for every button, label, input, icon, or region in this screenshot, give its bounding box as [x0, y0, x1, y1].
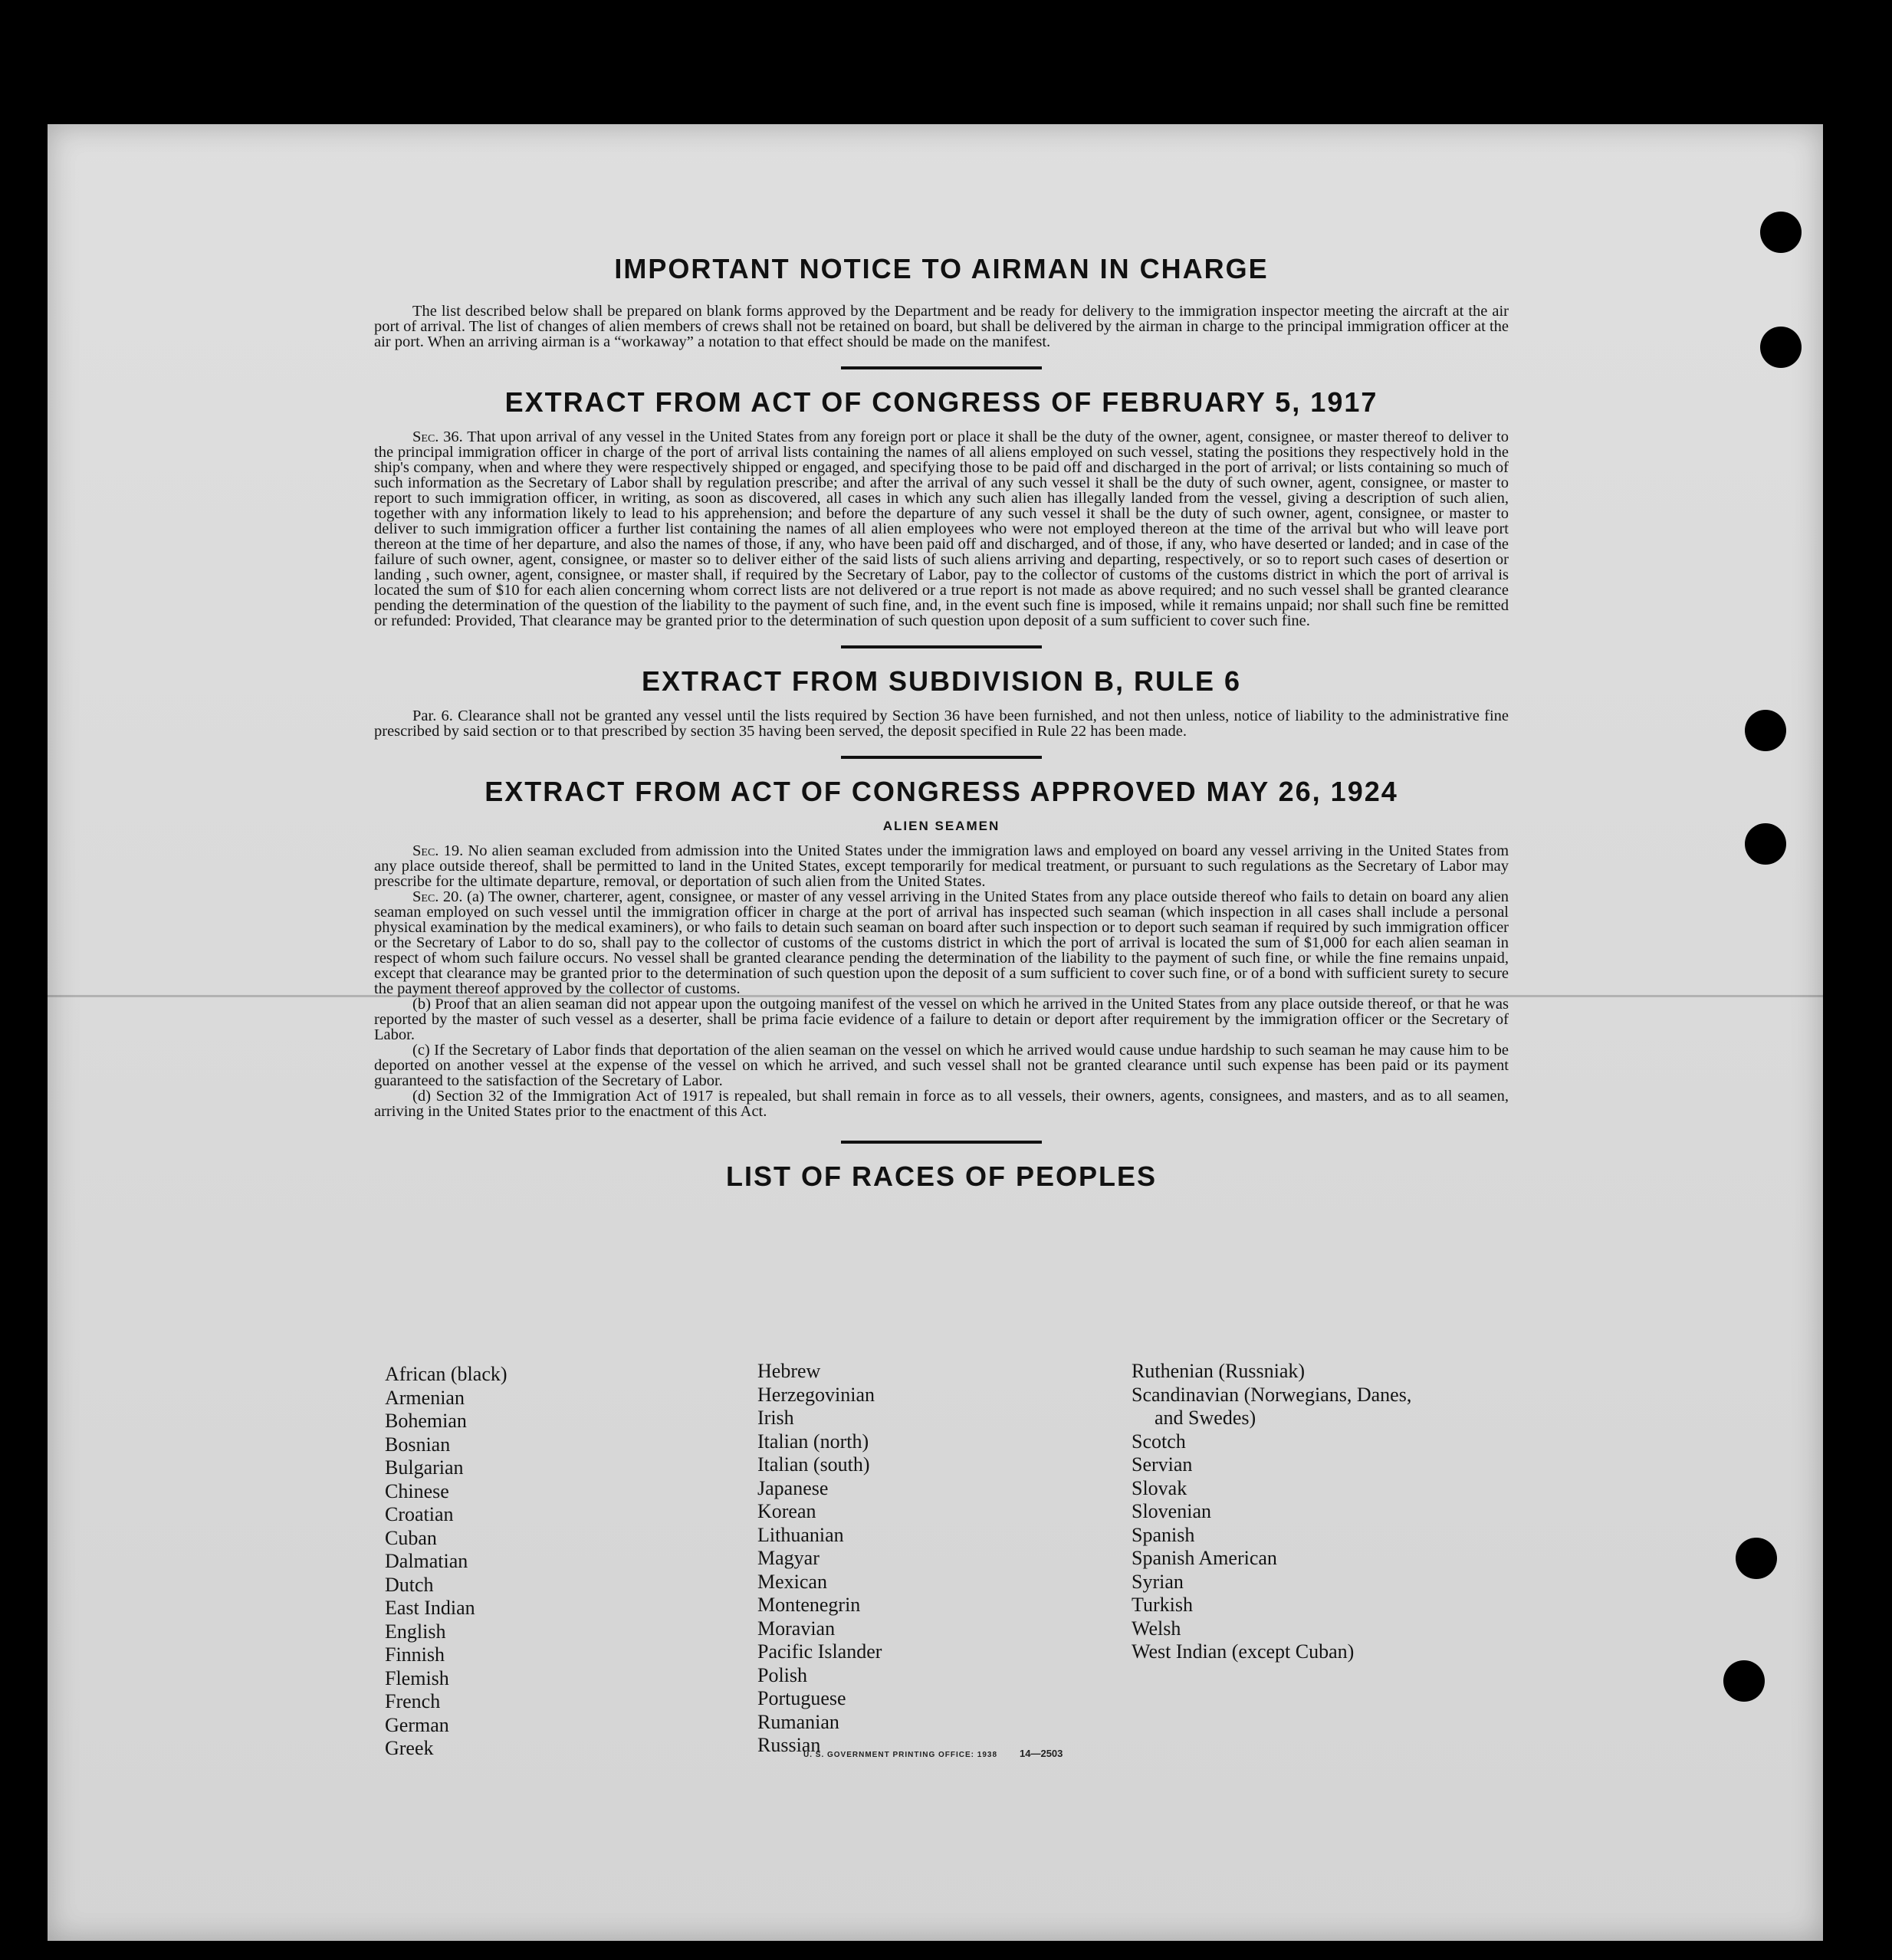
race-item: Spanish — [1132, 1523, 1195, 1546]
rule6-title: EXTRACT FROM SUBDIVISION B, RULE 6 — [641, 665, 1242, 697]
race-item: Slovak — [1132, 1476, 1187, 1499]
act1924-subtitle: ALIEN SEAMEN — [882, 819, 1000, 833]
act1917-title: EXTRACT FROM ACT OF CONGRESS OF FEBRUARY 5, 1917 — [504, 386, 1378, 418]
divider — [841, 645, 1042, 648]
race-item: Bohemian — [385, 1410, 467, 1432]
divider — [841, 1141, 1042, 1144]
race-item: Chinese — [385, 1479, 449, 1502]
race-item: Dutch — [385, 1573, 434, 1596]
races-column-1 — [385, 1363, 507, 1761]
act1924-title: EXTRACT FROM ACT OF CONGRESS APPROVED MAY 26, 1924 — [484, 776, 1398, 807]
race-item: Servian — [1132, 1453, 1193, 1476]
section-text: No alien seaman excluded from admission into the United States under the immigration laws and employed on board any vessel arriving in the United States from any place outside thereof, shall be permitted to land in the United States, except temporarily for medical treatment, or pursuant to such regulations as the Secretary of Labor may prescribe for the ultimate departure, removal, or deportation of such alien from the United States. — [374, 842, 1509, 890]
punch-hole — [1736, 1538, 1777, 1579]
race-item: Russian — [757, 1734, 821, 1756]
races-column-2 — [757, 1360, 882, 1758]
race-item: Rumanian — [757, 1710, 839, 1733]
race-item: Hebrew — [757, 1360, 821, 1382]
rule6-text: Par. 6. Clearance shall not be granted any vessel until the lists required by Section 36 have been furnished, and not then unless, notice of liability to the administrative fine prescribed by said section or to that prescribed by section 35 having been served, the deposit specified in Rule 22 has been made. — [374, 708, 1509, 740]
race-item: Ruthenian (Russniak) — [1132, 1360, 1306, 1382]
race-item: Moravian — [757, 1617, 836, 1640]
race-item: East Indian — [385, 1597, 475, 1619]
section-label: Sec. 20. — [412, 888, 463, 905]
act1917-section-36 — [374, 429, 1509, 629]
race-item: Bosnian — [385, 1433, 451, 1456]
race-item: Dalmatian — [385, 1550, 468, 1572]
race-item: Flemish — [385, 1666, 449, 1689]
race-item: Japanese — [757, 1476, 829, 1499]
race-item: West Indian (except Cuban) — [1132, 1640, 1355, 1663]
form-number: 14—2503 — [1020, 1748, 1063, 1759]
race-item: African (black) — [385, 1363, 507, 1385]
punch-hole — [1745, 823, 1786, 865]
race-item: Irish — [757, 1407, 794, 1429]
race-item: Spanish American — [1132, 1547, 1277, 1569]
race-item: and Swedes) — [1155, 1407, 1256, 1429]
race-item: Polish — [757, 1663, 808, 1686]
race-item: English — [385, 1620, 446, 1643]
race-item: Korean — [757, 1500, 816, 1522]
section-label: Sec. 36. — [412, 428, 463, 445]
race-item: Scandinavian (Norwegians, Danes, — [1132, 1383, 1412, 1406]
notice-title: IMPORTANT NOTICE TO AIRMAN IN CHARGE — [614, 253, 1269, 284]
race-item: Greek — [385, 1737, 434, 1759]
punch-hole — [1723, 1660, 1765, 1702]
divider — [841, 756, 1042, 759]
punch-hole — [1760, 327, 1802, 368]
act1924-section-20a — [374, 889, 1509, 996]
race-item: Welsh — [1132, 1617, 1181, 1640]
race-item: Bulgarian — [385, 1456, 464, 1479]
race-item: Italian (north) — [757, 1430, 869, 1453]
race-item: Turkish — [1132, 1594, 1193, 1616]
printing-office-imprint: U. S. GOVERNMENT PRINTING OFFICE: 1938 — [803, 1751, 998, 1759]
race-item: Finnish — [385, 1643, 445, 1666]
punch-hole — [1760, 212, 1802, 253]
punch-hole — [1745, 710, 1786, 751]
race-item: Lithuanian — [757, 1523, 844, 1546]
race-item: Herzegovinian — [757, 1383, 875, 1406]
divider — [841, 366, 1042, 369]
race-item: Croatian — [385, 1503, 454, 1525]
race-item: Mexican — [757, 1570, 827, 1593]
races-column-3 — [1132, 1360, 1411, 1664]
race-item: Portuguese — [757, 1687, 846, 1709]
race-item: Pacific Islander — [757, 1640, 882, 1663]
section-text: That upon arrival of any vessel in the United States from any foreign port or place it shall be the duty of the owner, agent, consignee, or master thereof to deliver to the principal immigration officer in charge of the port of arrival lists containing the names of all aliens employed on such vessel, stating the positions they respectively hold in the ship's company, when and where they were respectively shipped or engaged, and specifying those to be paid off and discharged in the port of arrival; or lists containing so much of such information as the Secretary of Labor shall by regulation prescribe; and after the arrival of any such vessel it shall be the duty of such owner, agent, consignee, or master to report to such immigration officer, in writing, as soon as discovered, all cases in which any such alien has illegally landed from the vessel, giving a description of such alien, together with any information likely to lead to his apprehension; and before the departure of any such vessel it shall be the duty of such owner, agent, consignee, or master to deliver to such immigration officer a further list containing the names of all alien employees who were not employed thereon at the time of the arrival but who will leave port thereon at the time of her departure, and also the names of those, if any, who have been paid off and discharged, and of those, if any, who have deserted or landed; and in case of the failure of such owner, agent, consignee, or master so to deliver either of the said lists of such aliens arriving and departing, respectively, or so to report such cases of desertion or landing , such owner, agent, consignee, or master shall, if required by the Secretary of Labor, pay to the collector of customs of the customs district in which the port of arrival is located the sum of $10 for each alien concerning whom correct lists are not delivered or a true report is not made as above required; and no such vessel shall be granted clearance pending the determination of the question of the liability to the payment of such fine, and, in the event such fine is imposed, while it remains unpaid; nor shall such fine be remitted or refunded: Provided, That clearance may be granted prior to the determination of such question upon deposit of a sum sufficient to cover such fine. — [374, 428, 1509, 629]
race-item: Magyar — [757, 1547, 820, 1569]
notice-text: The list described below shall be prepared on blank forms approved by the Department and be ready for delivery to the immigration inspector meeting the aircraft at the air port of arrival. The list of changes of alien members of crews shall not be retained on board, but shall be delivered by the airman in charge to the principal immigration officer at the air port. When an arriving airman is a “workaway” a notation to that effect should be made on the manifest. — [374, 303, 1509, 350]
act1924-section-20d: (d) Section 32 of the Immigration Act of 1917 is repealed, but shall remain in force as to all vessels, their owners, agents, consignees, and masters, and as to all seamen, arriving in the United States prior to the enactment of this Act. — [374, 1088, 1509, 1120]
race-item: German — [385, 1713, 449, 1736]
act1924-section-19 — [374, 843, 1509, 889]
section-label: Sec. 19. — [412, 842, 464, 859]
act1924-section-20c: (c) If the Secretary of Labor finds that deportation of the alien seaman on the vessel on which he arrived would cause undue hardship to such seaman he may cause him to be deported on another vessel at the expense of the vessel on which he arrived, and such vessel shall not be granted clearance until such expense has been paid or its payment guaranteed to the satisfaction of the Secretary of Labor. — [374, 1042, 1509, 1089]
race-item: Armenian — [385, 1386, 465, 1409]
race-item: Syrian — [1132, 1570, 1184, 1593]
act1924-section-20b: (b) Proof that an alien seaman did not appear upon the outgoing manifest of the vessel on which he arrived in the United States from any place outside thereof, or that he was reported by the master of such vessel as a deserter, shall be prima facie evidence of a failure to detain or deport after requirement by the immigration officer or the Secretary of Labor. — [374, 996, 1509, 1043]
race-item: Italian (south) — [757, 1453, 870, 1476]
race-item: Slovenian — [1132, 1500, 1211, 1522]
race-item: Scotch — [1132, 1430, 1186, 1453]
races-title: LIST OF RACES OF PEOPLES — [725, 1161, 1158, 1192]
race-item: French — [385, 1690, 441, 1712]
section-text: (a) The owner, charterer, agent, consignee, or master of any vessel arriving in the United States from any place outside thereof who fails to detain on board any alien seaman employed on such vessel until the immigration officer in charge at the port of arrival has inspected such seaman (which inspection in all cases shall include a personal physical examination by the medical examiners), or who fails to detain such seaman on board after such inspection or to deport such seaman if required by such immigration officer or the Secretary of Labor to do so, shall pay to the collector of customs of the customs district in which the port of arrival is located the sum of $1,000 for each alien seaman in respect of whom such failure occurs. No vessel shall be granted clearance pending the determination of the liability to the payment of such fine, or while the fine remains unpaid, except that clearance may be granted prior to the determination of such question upon the deposit of a sum sufficient to cover such fine, or of a bond with sufficient surety to secure the payment thereof approved by the collector of customs. — [374, 888, 1509, 997]
race-item: Cuban — [385, 1526, 437, 1549]
race-item: Montenegrin — [757, 1594, 861, 1616]
